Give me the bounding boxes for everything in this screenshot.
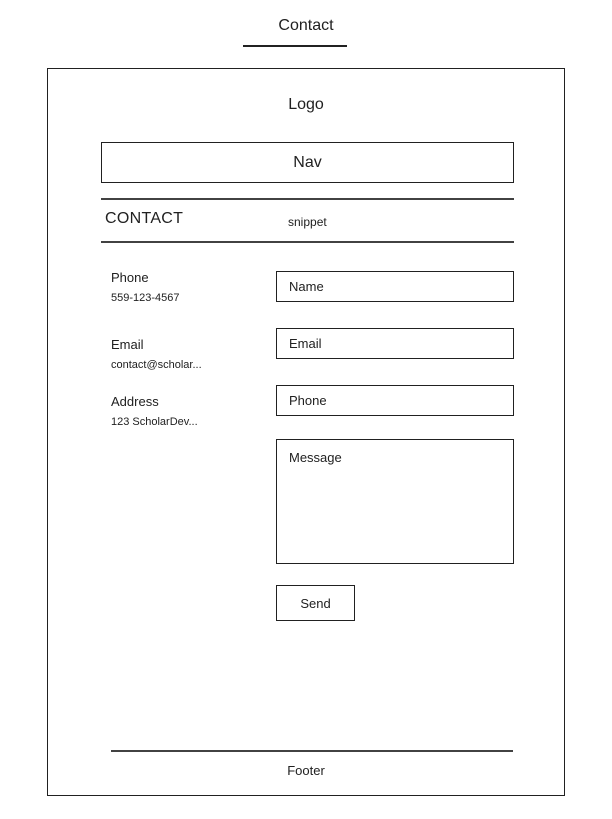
phone-field[interactable] [276,385,514,416]
section-heading: CONTACT [105,210,184,227]
logo: Logo [288,96,324,113]
contact-address-value: 123 ScholarDev... [111,416,198,428]
contact-phone-value: 559-123-4567 [111,292,180,304]
email-field[interactable] [276,328,514,359]
section-divider-top [101,198,514,200]
contact-email-label: Email [111,337,144,352]
message-field[interactable] [276,439,514,564]
page-container [47,68,565,796]
nav-bar[interactable]: Nav [101,142,514,183]
contact-address-label: Address [111,394,159,409]
name-field[interactable] [276,271,514,302]
section-snippet: snippet [288,215,327,229]
footer: Footer [287,763,325,778]
footer-divider [111,750,513,752]
send-button[interactable]: Send [276,585,355,621]
page-title-underline [243,45,347,47]
page-title: Contact [278,17,334,34]
contact-phone-label: Phone [111,270,149,285]
section-divider-bottom [101,241,514,243]
contact-email-value: contact@scholar... [111,359,202,371]
